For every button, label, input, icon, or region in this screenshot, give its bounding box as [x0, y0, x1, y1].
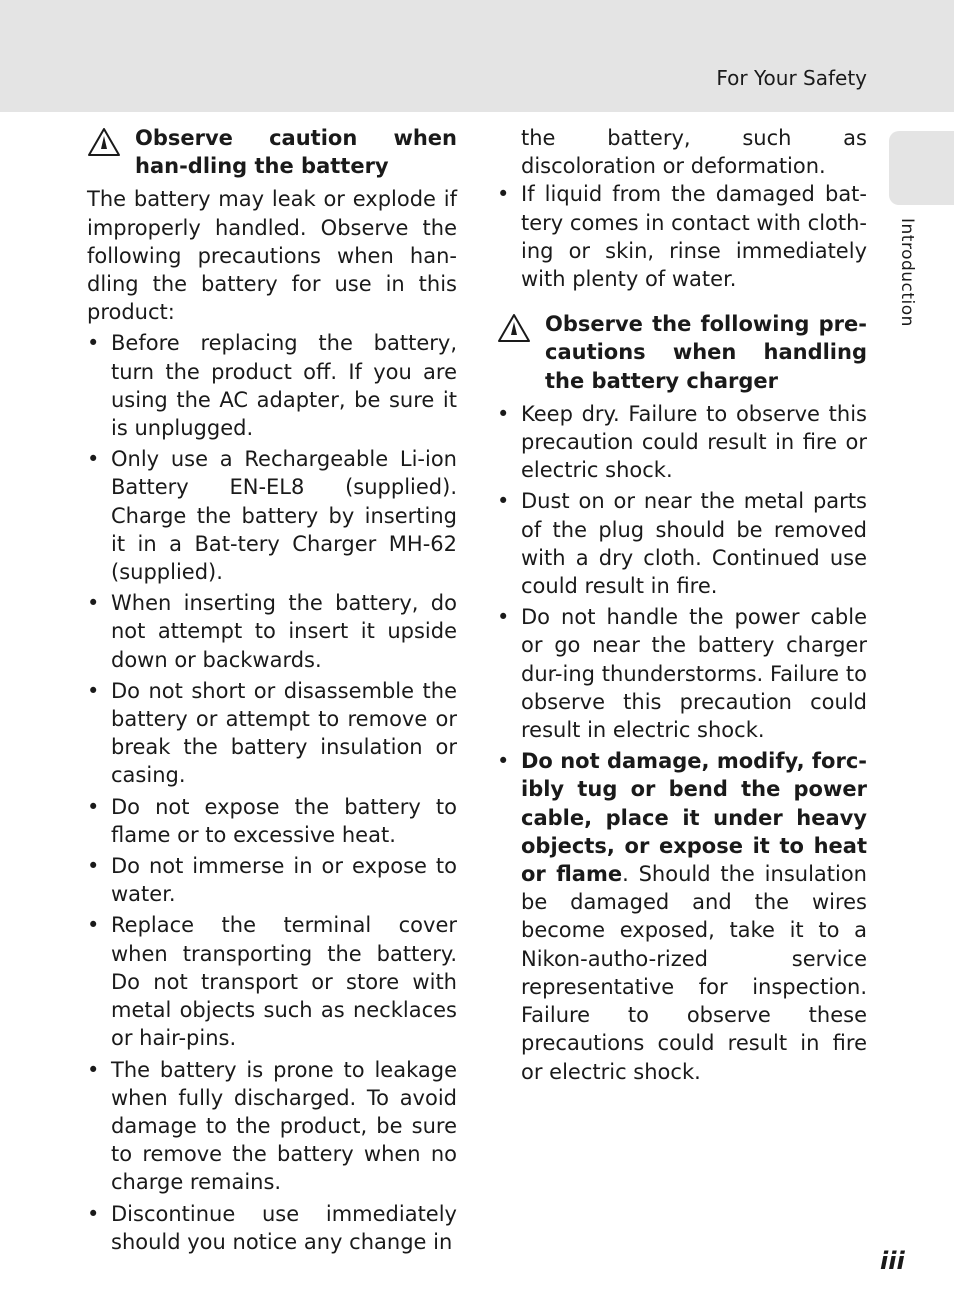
left-column	[87, 124, 457, 1259]
intro-paragraph: The battery may leak or explode if improperly handled. Observe the following precautions when han-dling the battery for use in this product:	[87, 187, 457, 325]
page-number: iii	[880, 1247, 905, 1275]
list-item: • Do not expose the battery to flame or to excessive heat.	[87, 793, 457, 849]
charger-precautions-list	[497, 400, 867, 1086]
page-header-title: For Your Safety	[716, 66, 867, 90]
list-item: • Discontinue use immediately should you notice any change in	[87, 1200, 457, 1256]
header-band	[0, 0, 954, 112]
spacer	[497, 296, 867, 310]
section-tab	[889, 131, 954, 205]
battery-precautions-list-continued	[497, 180, 867, 293]
right-column	[497, 124, 867, 1089]
charger-warning-heading	[497, 310, 867, 395]
battery-warning-heading	[87, 124, 457, 180]
list-item: • If liquid from the damaged bat-tery comes in contact with cloth-ing or skin, rinse immediately with plenty of water.	[497, 180, 867, 293]
list-item: • Do not short or disassemble the battery or attempt to remove or break the battery insulation or casing.	[87, 677, 457, 790]
list-item: • When inserting the battery, do not attempt to insert it upside down or backwards.	[87, 589, 457, 674]
list-item: • Replace the terminal cover when transporting the battery. Do not transport or store with metal objects such as necklaces or hair-pins.	[87, 911, 457, 1052]
warning-title: Observe caution when han-dling the battery	[135, 126, 457, 179]
list-item: • Only use a Rechargeable Li-ion Battery EN-EL8 (supplied). Charge the battery by inserting it in a Bat-tery Charger MH-62 (supplied).	[87, 445, 457, 586]
list-item: • Do not immerse in or expose to water.	[87, 852, 457, 908]
warning-triangle-icon	[87, 127, 121, 157]
continued-list-item: the battery, such as discoloration or deformation.	[521, 126, 867, 179]
list-item: • Keep dry. Failure to observe this precaution could result in fire or electric shock.	[497, 400, 867, 485]
list-item	[497, 747, 867, 1085]
warning-triangle-icon	[497, 313, 531, 343]
list-item: • Before replacing the battery, turn the product off. If you are using the AC adapter, be sure it is unplugged.	[87, 329, 457, 442]
battery-precautions-list	[87, 329, 457, 1256]
bold-warning-text: Do not damage, modify, forc-ibly tug or bend the power cable, place it under heavy objects, or expose it to heat or flame	[521, 749, 867, 887]
warning-text: . Should the insulation be damaged and the wires become exposed, take it to a Nikon-autho-rized service representative for inspection. Failure to observe these precautions could result in fire or electric shock.	[521, 862, 867, 1084]
list-item: • The battery is prone to leakage when fully discharged. To avoid damage to the product, be sure to remove the battery when no charge remains.	[87, 1056, 457, 1197]
section-tab-label-wrap	[897, 218, 917, 334]
list-item: • Dust on or near the metal parts of the plug should be removed with a dry cloth. Continued use could result in fire.	[497, 487, 867, 600]
list-item: • Do not handle the power cable or go near the battery charger dur-ing thunderstorms. Failure to observe this precaution could result in electric shock.	[497, 603, 867, 744]
section-tab-label: Introduction	[897, 218, 917, 327]
warning-title: Observe the following pre-cautions when handling the battery charger	[545, 312, 867, 393]
